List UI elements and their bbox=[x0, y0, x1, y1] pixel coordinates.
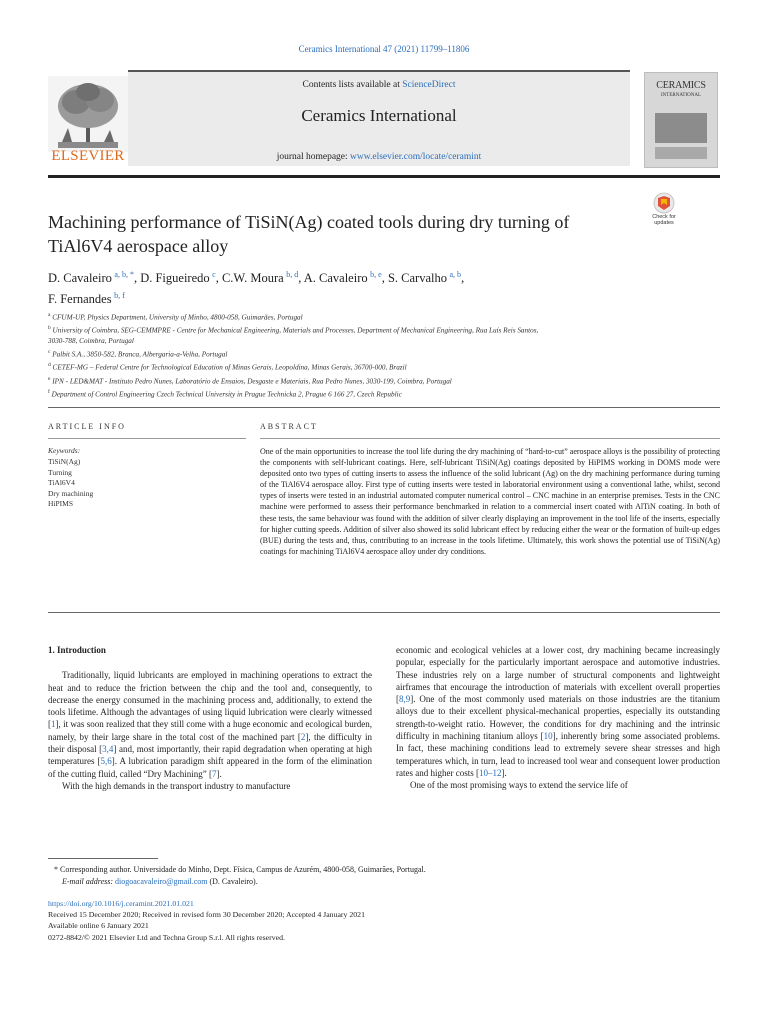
affil-key: e bbox=[48, 375, 51, 382]
citation-link[interactable]: 1 bbox=[51, 719, 56, 730]
publication-info bbox=[48, 898, 720, 943]
affil-text: 3030-788, Coimbra, Portugal bbox=[48, 337, 134, 346]
citation-link[interactable]: 8,9 bbox=[399, 694, 411, 705]
available-online: Available online 6 January 2021 bbox=[48, 921, 149, 931]
cover-image-strip bbox=[655, 147, 707, 159]
sciencedirect-link[interactable]: ScienceDirect bbox=[402, 80, 456, 90]
journal-reference[interactable]: Ceramics International 47 (2021) 11799–11806 bbox=[298, 44, 470, 54]
affil-text: Palbit S.A., 3850-582, Branca, Albergaria-a-Velha, Portugal bbox=[52, 350, 228, 359]
copyright: 0272-8842/© 2021 Elsevier Ltd and Techna Group S.r.l. All rights reserved. bbox=[48, 932, 285, 942]
author-list: D. Cavaleiro $^{a, b, *}$, D. Figueiredo $^c$, C.W. Moura $^{b, d}$, A. Cavaleiro $^{b, e}$, S. Carvalho $^{a, b}$, F. Fernandes $^{b, f}$ bbox=[48, 270, 465, 307]
author-name[interactable]: D. Cavaleiro bbox=[48, 271, 112, 286]
affil-text: CFUM-UP, Physics Department, University of Minho, 4800-058, Guimarães, Portugal bbox=[52, 313, 303, 322]
body-column-right bbox=[396, 644, 720, 792]
author-name[interactable]: F. Fernandes bbox=[48, 292, 112, 307]
affiliation-line bbox=[48, 374, 720, 387]
section-divider-bottom bbox=[48, 612, 720, 613]
citation-link[interactable]: 10–12 bbox=[478, 767, 502, 778]
author-affil-marks[interactable]: b, e bbox=[370, 270, 382, 279]
publisher-name: ELSEVIER bbox=[51, 148, 125, 164]
paragraph: economic and ecological vehicles at a lower cost, dry machining became increasingly popular, especially for the particularly important aerospace and automotive industries. These industries rely on a large number of structural components and lightweight airframes that encourage the introduction of materials with excellent overall properties [8,9]. One of the most commonly used materials on those industries are the titanium alloys due to their excellent physical-mechanical properties, especially its outstanding strength-to-weight ratio. However, the conditions for dry machining and the intrinsic difficulty in machining titanium alloys [10], inherently bring some associated problems. In fact, these machining conditions lead to extremely severe shear stresses and high temperatures which, in turn, lead to increased tool wear and consequent lower production rates and higher costs [10–12]. bbox=[396, 645, 720, 778]
affiliation-line bbox=[48, 336, 720, 347]
author-name[interactable]: S. Carvalho bbox=[387, 271, 447, 286]
journal-cover[interactable] bbox=[644, 72, 718, 168]
paragraph: One of the most promising ways to extend the service life of bbox=[410, 780, 628, 791]
homepage-link[interactable]: www.elsevier.com/locate/ceramint bbox=[350, 152, 482, 162]
body-column-left bbox=[48, 644, 372, 792]
affiliation-line bbox=[48, 310, 720, 323]
affil-key: a bbox=[48, 312, 51, 318]
keyword: HiPIMS bbox=[48, 499, 74, 509]
keyword: TiSiN(Ag) bbox=[48, 457, 81, 466]
footnote bbox=[48, 864, 720, 888]
affil-text: University of Coimbra, SEG-CEMMPRE - Centre for Mechanical Engineering, Materials and Processes, Department of Mechanical Engineering, Rua Luís Reis Santos, bbox=[52, 326, 539, 335]
affiliation-line bbox=[48, 323, 720, 336]
affil-key: d bbox=[48, 362, 51, 369]
homepage-label: journal homepage: bbox=[276, 152, 351, 162]
affil-key: c bbox=[48, 349, 51, 356]
keywords-label: Keywords: bbox=[48, 446, 81, 455]
cover-title: CERAMICS bbox=[656, 80, 706, 91]
masthead-rule bbox=[48, 175, 720, 178]
paragraph: Traditionally, liquid lubricants are employed in machining operations to extract the heat and to reduce the friction between the chip and the tool and, consequently, to decrease the energy consumed in the machining process and, additionally, to extend the tools lifetime. Although the advantages of using liquid lubrication were clearly witnessed [1], it was soon realized that they still come with a huge economic and ecological burden, namely, by their large share in the total cost of the machined part [2], the difficulty in their disposal [3,4] and, most importantly, their rapid degradation when operating at high temperatures [5,6]. A lubrication paradigm shift appeared in the form of the elimination of the cutting fluid, called “Dry Machining” [7]. bbox=[48, 670, 372, 779]
email-link[interactable]: diogoacavaleiro@gmail.com bbox=[115, 877, 208, 886]
author-affil-marks[interactable]: c bbox=[212, 270, 216, 279]
citation-link[interactable]: 7 bbox=[211, 768, 217, 779]
citation-link[interactable]: 10 bbox=[543, 731, 553, 742]
keywords-list bbox=[48, 457, 93, 510]
citation-link[interactable]: 2 bbox=[300, 731, 306, 742]
masthead-top-line bbox=[128, 70, 630, 72]
journal-name: Ceramics International bbox=[301, 106, 457, 125]
affil-text: Department of Control Engineering Czech Technical University in Prague Technicka 2, Prague 6 166 27, Czech Republic bbox=[51, 390, 402, 399]
check-for-updates-badge[interactable] bbox=[644, 192, 684, 232]
check-updates-label: Check for updates bbox=[652, 214, 676, 226]
section-heading: 1. Introduction bbox=[48, 645, 106, 655]
author-affil-marks[interactable]: a, b bbox=[449, 270, 462, 279]
author-name[interactable]: A. Cavaleiro bbox=[303, 271, 368, 286]
keyword: Turning bbox=[48, 467, 72, 477]
article-info-heading: ARTICLE INFO bbox=[48, 422, 126, 431]
affil-key: f bbox=[48, 388, 50, 395]
affiliation-line bbox=[48, 360, 720, 373]
author-affil-marks[interactable]: b, f bbox=[114, 291, 125, 301]
cover-image bbox=[655, 113, 707, 143]
paragraph: With the high demands in the transport industry to manufacture bbox=[62, 780, 291, 791]
affil-text: CETEF-MG – Federal Centre for Technological Education of Minas Gerais, Leopoldina, Minas Gerais, 36700-000, Brazil bbox=[52, 363, 407, 372]
check-updates-icon bbox=[644, 192, 684, 216]
corresponding-author: * Corresponding author. Universidade do Minho, Dept. Física, Campus de Azurém, 4800-058, Guimarães, Portugal. bbox=[54, 865, 426, 874]
masthead bbox=[48, 70, 720, 166]
cover-subtitle: INTERNATIONAL bbox=[661, 93, 701, 98]
citation-link[interactable]: 3,4 bbox=[102, 744, 114, 755]
email-line bbox=[48, 876, 720, 888]
affiliation-line bbox=[48, 387, 720, 400]
section-divider bbox=[48, 407, 720, 408]
abstract-rule bbox=[260, 438, 720, 439]
article-title: Machining performance of TiSiN(Ag) coated tools during dry turning of TiAl6V4 aerospace alloy bbox=[48, 212, 570, 256]
citation-link[interactable]: 5,6 bbox=[100, 756, 112, 767]
footnote-rule bbox=[48, 858, 158, 859]
author-affil-marks[interactable]: a, b, * bbox=[114, 270, 134, 279]
affiliations bbox=[48, 310, 720, 400]
affil-text: IPN - LED&MAT - Instituto Pedro Nunes, Laboratório de Ensaios, Desgaste e Materiais, Rua Pedro Nunes, 3030-199, Coimbra, Portugal bbox=[52, 376, 452, 385]
author-name[interactable]: C.W. Moura bbox=[221, 271, 284, 286]
author-affil-marks[interactable]: b, d bbox=[286, 270, 299, 279]
article-info-rule bbox=[48, 438, 246, 439]
affiliation-line bbox=[48, 347, 720, 360]
received-dates: Received 15 December 2020; Received in revised form 30 December 2020; Accepted 4 January 2021 bbox=[48, 910, 365, 920]
email-suffix: (D. Cavaleiro). bbox=[207, 877, 258, 886]
abstract-heading: ABSTRACT bbox=[260, 422, 318, 431]
keyword: TiAl6V4 bbox=[48, 478, 75, 488]
contents-prefix: Contents lists available at bbox=[302, 80, 403, 90]
journal-homepage bbox=[128, 152, 630, 162]
keyword: Dry machining bbox=[48, 488, 94, 498]
author-name[interactable]: D. Figueiredo bbox=[140, 271, 210, 286]
email-label: E-mail address: bbox=[62, 877, 116, 886]
contents-line bbox=[128, 80, 630, 90]
affil-key: b bbox=[48, 325, 51, 332]
abstract-text: One of the main opportunities to increase the tool life during the dry machining of “hard-to-cut” aerospace alloys is the possibility of protecting the components with self-lubricant coatings. Here, self-lubricant TiSiN(Ag) coatings deposited by HiPIMS working in DOMS mode were deposited onto two types of cutting inserts to assess the influence of the solid lubricant (Ag) on the dry machining performance during turning of the TiAl6V4 aerospace alloy. First type of cutting inserts were tested in laboratorial environment using a conventional lathe, whilst, second types of inserts were tested in an industrial automated computer numerical control – CNC machine in an enterprise premises. Tests in the CNC machine were performed to assess their performance benchmarked in relation to a commercial insert coated with AlTiN coating. In both of these tests, the same behaviour was found with the addition of silver clearly displaying an improvement in the tool life of the inserts, especially for higher cutting speeds. Addition of silver also showed its solid lubricant effect by reducing either the wear or the formation of built-up edges (BUE) during the tests and, thus, contributing to an increase in the tools lifetime. Ultimately, this work shows the potential use of TiSiN(Ag) coatings for machining TiAl6V4 aerospace alloy under dry conditions. bbox=[260, 447, 720, 556]
doi-link[interactable]: https://doi.org/10.1016/j.ceramint.2021.01.021 bbox=[48, 899, 194, 908]
